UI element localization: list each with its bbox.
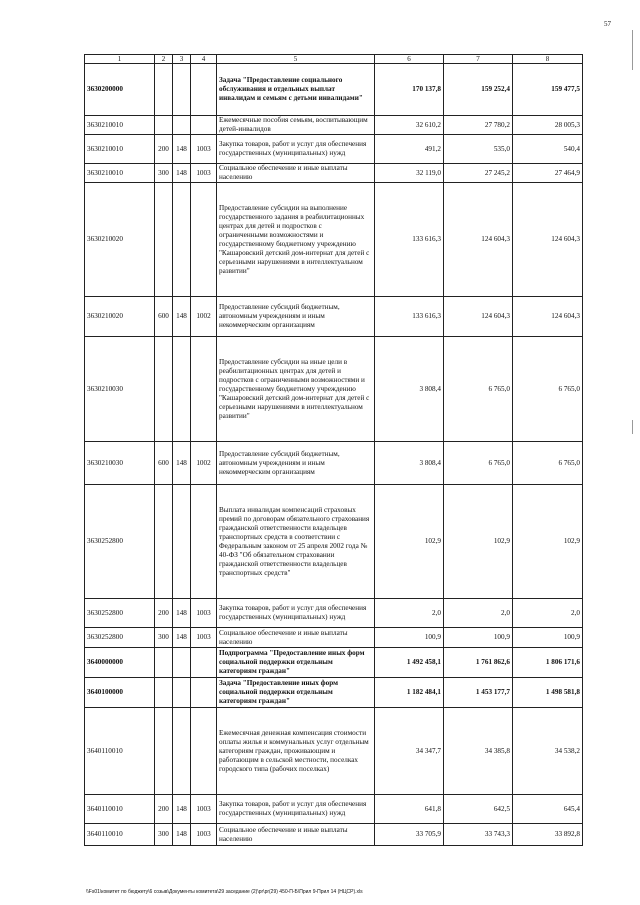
header-cell: 6 [375,55,444,64]
amount-cell-col6: 33 705,9 [375,824,444,846]
amount-cell-col7: 27 780,2 [444,116,513,135]
table-row [85,678,583,708]
header-cell: 5 [217,55,375,64]
table-row [85,183,583,297]
header-cell: 3 [173,55,191,64]
section-cell: 300 [155,164,173,183]
amount-cell-col8: 124 604,3 [513,297,583,337]
amount-cell-col7: 27 245,2 [444,164,513,183]
amount-cell-col8: 27 464,9 [513,164,583,183]
amount-cell-col8: 645,4 [513,795,583,824]
department-cell: 148 [173,795,191,824]
amount-cell-col8: 2,0 [513,599,583,628]
amount-cell-col6: 32 119,0 [375,164,444,183]
amount-cell-col8: 102,9 [513,485,583,599]
header-cell: 7 [444,55,513,64]
department-cell [173,183,191,297]
table-row [85,599,583,628]
code-cell: 3640000000 [85,648,155,678]
code-cell: 3640100000 [85,678,155,708]
amount-cell-col6: 102,9 [375,485,444,599]
amount-cell-col6: 2,0 [375,599,444,628]
amount-cell-col6: 3 808,4 [375,337,444,442]
description-cell: Предоставление субсидии на иные цели в реабилитационных центрах для детей и подростков с ограниченными возможностями и государственному бюджетному учреждению "Кашаровский детский дом-интернат для детей с серьезными нарушениями в интеллектуальном развитии" [217,337,375,442]
subsection-cell [191,337,217,442]
department-cell [173,116,191,135]
department-cell [173,485,191,599]
amount-cell-col7: 535,0 [444,135,513,164]
section-cell: 300 [155,824,173,846]
section-cell [155,485,173,599]
description-cell: Закупка товаров, работ и услуг для обеспечения государственных (муниципальных) нужд [217,795,375,824]
section-cell [155,678,173,708]
department-cell: 148 [173,599,191,628]
section-cell [155,183,173,297]
section-cell: 200 [155,135,173,164]
table-row [85,297,583,337]
code-cell: 3640110010 [85,824,155,846]
subsection-cell: 1003 [191,628,217,648]
amount-cell-col6: 100,9 [375,628,444,648]
amount-cell-col6: 32 610,2 [375,116,444,135]
amount-cell-col7: 1 761 862,6 [444,648,513,678]
table-row [85,708,583,795]
subsection-cell [191,708,217,795]
header-cell: 4 [191,55,217,64]
header-cell: 2 [155,55,173,64]
amount-cell-col8: 124 604,3 [513,183,583,297]
table-row [85,648,583,678]
department-cell: 148 [173,824,191,846]
code-cell: 3640110010 [85,708,155,795]
department-cell [173,337,191,442]
amount-cell-col8: 1 806 171,6 [513,648,583,678]
code-cell: 3630210020 [85,297,155,337]
header-cell: 8 [513,55,583,64]
table-row [85,485,583,599]
section-cell: 200 [155,795,173,824]
amount-cell-col6: 3 808,4 [375,442,444,485]
code-cell: 3630200000 [85,64,155,116]
amount-cell-col7: 100,9 [444,628,513,648]
description-cell: Социальное обеспечение и иные выплаты населению [217,164,375,183]
amount-cell-col6: 1 182 484,1 [375,678,444,708]
amount-cell-col6: 133 616,3 [375,183,444,297]
amount-cell-col7: 1 453 177,7 [444,678,513,708]
code-cell: 3630210020 [85,183,155,297]
budget-table [84,54,583,846]
amount-cell-col7: 102,9 [444,485,513,599]
table-row [85,628,583,648]
department-cell [173,708,191,795]
subsection-cell [191,116,217,135]
department-cell [173,64,191,116]
subsection-cell [191,64,217,116]
section-cell [155,708,173,795]
file-path-footer: \\Fs01\комитет по бюджету\6 созыв\Документы комитета\29 заседание (2)\pr\pr(29) 450-П-Б\Прил 9-Прил 14 (НЦСР).xls [86,889,363,895]
description-cell: Предоставление субсидий бюджетным, автономным учреждениям и иным некоммерческим организациям [217,297,375,337]
code-cell: 3630252800 [85,485,155,599]
amount-cell-col8: 540,4 [513,135,583,164]
scan-edge-mark [632,30,633,70]
page-number: 57 [604,20,611,28]
amount-cell-col6: 491,2 [375,135,444,164]
description-cell: Предоставление субсидии на выполнение государственного задания в реабилитационных центрах для детей и подростков с ограниченными возможностями и государственному бюджетному учреждению "Кашаровский детский дом-интернат для детей с серьезными нарушениями в интеллектуальном развитии" [217,183,375,297]
subsection-cell: 1003 [191,795,217,824]
code-cell: 3630210030 [85,442,155,485]
section-cell: 600 [155,442,173,485]
code-cell: 3630252800 [85,628,155,648]
section-cell [155,337,173,442]
amount-cell-col8: 34 538,2 [513,708,583,795]
section-cell: 300 [155,628,173,648]
amount-cell-col8: 33 892,8 [513,824,583,846]
description-cell: Социальное обеспечение и иные выплаты населению [217,628,375,648]
table-row [85,795,583,824]
amount-cell-col7: 642,5 [444,795,513,824]
header-row [85,55,583,64]
amount-cell-col6: 170 137,8 [375,64,444,116]
subsection-cell [191,183,217,297]
amount-cell-col8: 1 498 581,8 [513,678,583,708]
amount-cell-col7: 159 252,4 [444,64,513,116]
table-row [85,824,583,846]
amount-cell-col8: 6 765,0 [513,337,583,442]
description-cell: Ежемесячные пособия семьям, воспитывающим детей-инвалидов [217,116,375,135]
description-cell: Подпрограмма "Предоставление иных форм социальной поддержки отдельным категориям граждан" [217,648,375,678]
department-cell [173,648,191,678]
section-cell: 200 [155,599,173,628]
header-cell: 1 [85,55,155,64]
department-cell: 148 [173,135,191,164]
description-cell: Закупка товаров, работ и услуг для обеспечения государственных (муниципальных) нужд [217,599,375,628]
description-cell: Задача "Предоставление социального обслуживания и отдельных выплат инвалидам и семьям с детьми инвалидами" [217,64,375,116]
description-cell: Закупка товаров, работ и услуг для обеспечения государственных (муниципальных) нужд [217,135,375,164]
amount-cell-col7: 124 604,3 [444,183,513,297]
section-cell [155,648,173,678]
scan-edge-mark [632,420,633,434]
amount-cell-col6: 641,8 [375,795,444,824]
subsection-cell: 1003 [191,824,217,846]
section-cell [155,64,173,116]
description-cell: Ежемесячная денежная компенсация стоимости оплаты жилья и коммунальных услуг отдельным категориям граждан, проживающим и работающим в сельской местности, поселках городского типа (рабочих поселках) [217,708,375,795]
department-cell: 148 [173,297,191,337]
amount-cell-col8: 100,9 [513,628,583,648]
code-cell: 3640110010 [85,795,155,824]
code-cell: 3630210010 [85,164,155,183]
subsection-cell [191,648,217,678]
amount-cell-col8: 6 765,0 [513,442,583,485]
section-cell: 600 [155,297,173,337]
table-row [85,442,583,485]
section-cell [155,116,173,135]
amount-cell-col6: 133 616,3 [375,297,444,337]
subsection-cell [191,678,217,708]
subsection-cell: 1002 [191,297,217,337]
description-cell: Задача "Предоставление иных форм социальной поддержки отдельным категориям граждан" [217,678,375,708]
code-cell: 3630210010 [85,116,155,135]
subsection-cell: 1003 [191,164,217,183]
department-cell [173,678,191,708]
code-cell: 3630210030 [85,337,155,442]
amount-cell-col7: 34 385,8 [444,708,513,795]
description-cell: Выплата инвалидам компенсаций страховых премий по договорам обязательного страхования гражданской ответственности владельцев транспортных средств в соответствии с Федеральным законом от 25 апреля 2002 года № 40-ФЗ "Об обязательном страховании гражданской ответственности владельцев транспортных средств" [217,485,375,599]
subsection-cell: 1002 [191,442,217,485]
table-row [85,337,583,442]
department-cell: 148 [173,164,191,183]
code-cell: 3630210010 [85,135,155,164]
subsection-cell: 1003 [191,135,217,164]
subsection-cell: 1003 [191,599,217,628]
subsection-cell [191,485,217,599]
amount-cell-col7: 6 765,0 [444,442,513,485]
table-row [85,135,583,164]
amount-cell-col7: 6 765,0 [444,337,513,442]
amount-cell-col7: 124 604,3 [444,297,513,337]
amount-cell-col6: 34 347,7 [375,708,444,795]
department-cell: 148 [173,628,191,648]
amount-cell-col7: 2,0 [444,599,513,628]
amount-cell-col7: 33 743,3 [444,824,513,846]
table-row [85,64,583,116]
amount-cell-col8: 159 477,5 [513,64,583,116]
code-cell: 3630252800 [85,599,155,628]
description-cell: Предоставление субсидий бюджетным, автономным учреждениям и иным некоммерческим организациям [217,442,375,485]
table-row [85,116,583,135]
amount-cell-col8: 28 005,3 [513,116,583,135]
table-row [85,164,583,183]
description-cell: Социальное обеспечение и иные выплаты населению [217,824,375,846]
amount-cell-col6: 1 492 458,1 [375,648,444,678]
department-cell: 148 [173,442,191,485]
